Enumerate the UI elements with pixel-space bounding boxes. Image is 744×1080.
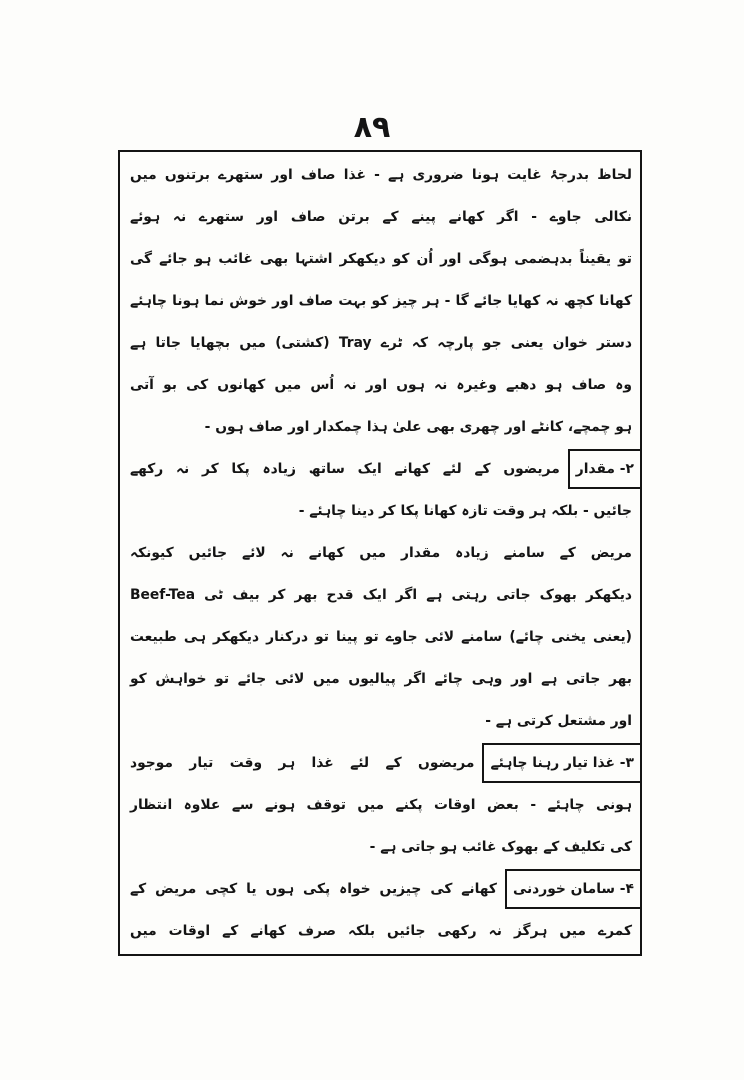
line-text: دستر خوان یعنی جو پارچہ کہ ٹرے Tray (کشتی) میں بچھایا جاتا ہے: [130, 335, 632, 351]
section-line: [120, 742, 640, 784]
text-line: [120, 784, 640, 826]
section-line: [120, 448, 640, 490]
text-line: [120, 280, 640, 322]
section-heading: ۴- سامان خوردنی: [505, 869, 640, 909]
line-text: بھر جاتی ہے اور وہی چائے اگر پیالیوں میں لائی جائے تو خواہش کو: [130, 671, 632, 687]
text-line: [120, 196, 640, 238]
text-frame: [118, 150, 642, 956]
line-text: کی تکلیف کے بھوک غائب ہو جاتی ہے -: [369, 839, 632, 855]
line-text: ہو چمچے، کانٹے اور چھری بھی علیٰ ہذا چمکدار اور صاف ہوں -: [204, 419, 632, 435]
section-heading: ۲- مقدار: [568, 449, 640, 489]
text-line: [120, 910, 640, 952]
line-text: وہ صاف ہو دھبے وغیرہ نہ ہوں اور نہ اُس میں کھانوں کی بو آتی: [130, 377, 632, 393]
text-line: [120, 238, 640, 280]
line-text: مریضوں کے لئے غذا ہر وقت تیار موجود: [130, 755, 475, 771]
text-line: [120, 490, 640, 532]
line-text: تو یقیناً بدہضمی ہوگی اور اُن کو دیکھکر اشتہا بھی غائب ہو جائے گی: [130, 251, 632, 267]
section-line: [120, 868, 640, 910]
text-line: [120, 406, 640, 448]
text-line: [120, 364, 640, 406]
line-text: کھانا کچھ نہ کھایا جائے گا - ہر چیز کو بہت صاف اور خوش نما ہونا چاہئے: [130, 293, 632, 309]
text-line: [120, 154, 640, 196]
line-text: جائیں - بلکہ ہر وقت تازہ کھانا پکا کر دینا چاہئے -: [298, 503, 632, 519]
line-text: مریضوں کے لئے کھانے ایک ساتھ زیادہ پکا کر نہ رکھے: [130, 461, 560, 477]
text-line: [120, 322, 640, 364]
text-line: [120, 532, 640, 574]
page-number: ۸۹: [353, 110, 391, 145]
line-text: لحاظ بدرجۂ غایت ہونا ضروری ہے - غذا صاف اور ستھرے برتنوں میں: [130, 167, 632, 183]
line-text: نکالی جاوے - اگر کھانے پینے کے برتن صاف اور ستھرے نہ ہوئے: [130, 209, 632, 225]
text-line: [120, 574, 640, 616]
text-line: [120, 616, 640, 658]
line-text: کمرے میں ہرگز نہ رکھی جائیں بلکہ صرف کھانے کے اوقات میں: [130, 923, 632, 939]
text-line: [120, 658, 640, 700]
text-line: [120, 826, 640, 868]
page-body: [120, 152, 640, 952]
line-text: دیکھکر بھوک جاتی رہتی ہے اگر ایک قدح بھر کر بیف ٹی Beef-Tea: [130, 587, 632, 603]
line-text: مریض کے سامنے زیادہ مقدار میں کھانے نہ لائے جائیں کیونکہ: [130, 545, 632, 561]
line-text: ہونی چاہئے - بعض اوقات پکنے میں توقف ہونے سے علاوہ انتظار: [130, 797, 632, 813]
line-text: کھانے کی چیزیں خواہ پکی ہوں یا کچی مریض کے: [130, 881, 497, 897]
section-heading: ۳- غذا تیار رہنا چاہئے: [482, 743, 640, 783]
line-text: (یعنی یخنی چائے) سامنے لائی جاوے تو پینا تو درکنار دیکھکر ہی طبیعت: [130, 629, 632, 645]
line-text: اور مشتعل کرتی ہے -: [485, 713, 632, 729]
text-line: [120, 700, 640, 742]
